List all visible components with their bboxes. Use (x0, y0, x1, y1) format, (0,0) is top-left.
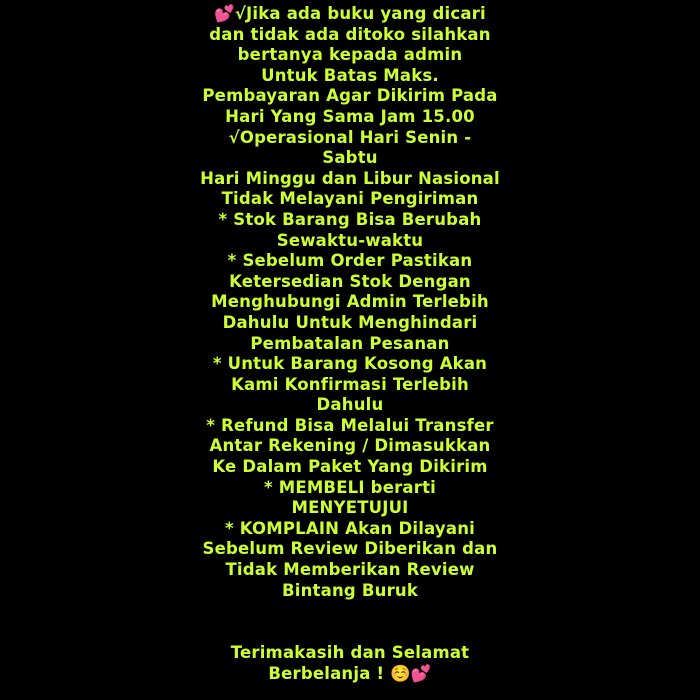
notice-line: Ke Dalam Paket Yang Dikirim (212, 457, 488, 477)
notice-line: Dahulu Untuk Menghindari (222, 312, 478, 332)
notice-line: * Untuk Barang Kosong Akan (212, 354, 488, 374)
notice-line: * MEMBELI berarti (263, 477, 437, 497)
notice-line: Pembayaran Agar Dikirim Pada (202, 86, 498, 106)
notice-line: Untuk Batas Maks. (261, 65, 439, 85)
notice-line: Tidak Memberikan Review (225, 560, 475, 580)
notice-line: Bintang Buruk (281, 580, 419, 600)
notice-line: Dahulu (316, 395, 384, 415)
footer-line: Berbelanja ! ☺️💕 (268, 663, 432, 683)
notice-line: Hari Yang Sama Jam 15.00 (225, 106, 475, 126)
notice-line: * KOMPLAIN Akan Dilayani (224, 518, 476, 538)
notice-line: Menghubungi Admin Terlebih (211, 292, 489, 312)
notice-line: bertanya kepada admin (237, 45, 463, 65)
notice-line: Ketersedian Stok Dengan (229, 271, 471, 291)
notice-line: Pembatalan Pesanan (250, 333, 450, 353)
notice-line: Antar Rekening / Dimasukkan (209, 436, 491, 456)
notice-line: * Refund Bisa Melalui Transfer (206, 415, 494, 435)
divider-spacer (0, 601, 700, 643)
notice-line: * Stok Barang Bisa Berubah (218, 209, 482, 229)
notice-line: Sewaktu-waktu (276, 230, 424, 250)
notice-line: Kami Konfirmasi Terlebih (231, 374, 469, 394)
notice-line: Tidak Melayani Pengiriman (221, 189, 479, 209)
notice-line: Sabtu (322, 148, 378, 168)
footer-line: Terimakasih dan Selamat (230, 643, 470, 663)
notice-line: * Sebelum Order Pastikan (227, 251, 473, 271)
notice-line: √Operasional Hari Senin - (228, 127, 472, 147)
notice-line: 💕√Jika ada buku yang dicari (214, 4, 486, 23)
notice-line: Hari Minggu dan Libur Nasional (200, 168, 500, 188)
notice-line: Sebelum Review Diberikan dan (202, 539, 498, 559)
notice-line: MENYETUJUI (291, 498, 409, 518)
notice-line: dan tidak ada ditoko silahkan (209, 24, 491, 44)
